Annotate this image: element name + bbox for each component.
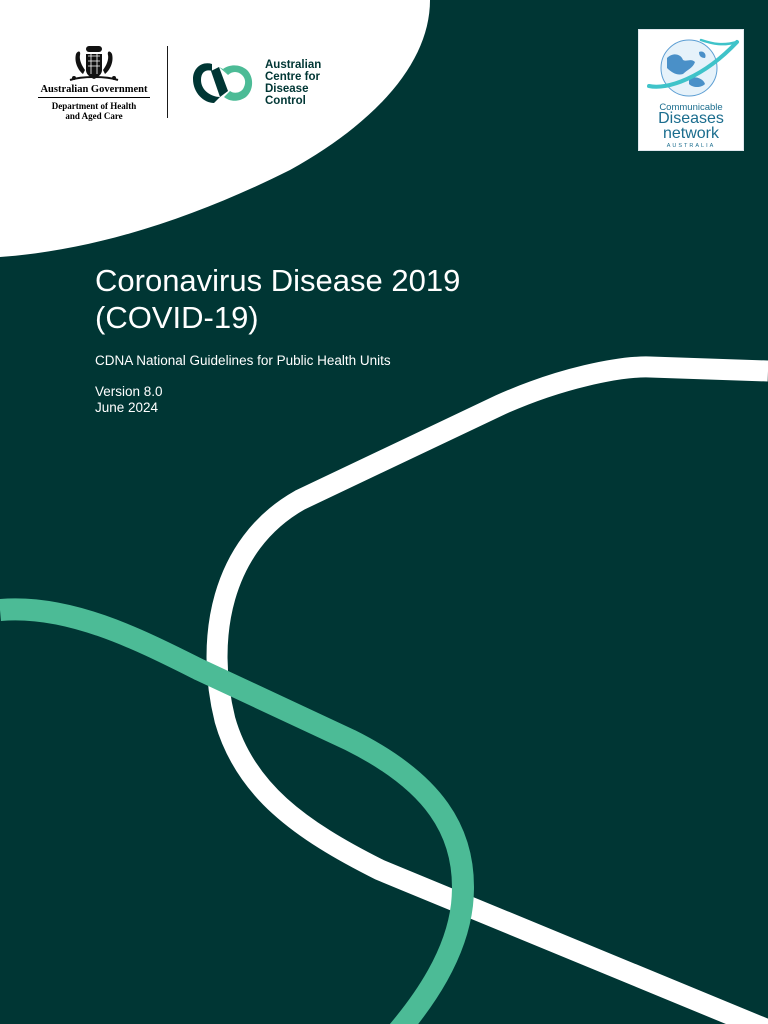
version-info bbox=[95, 384, 163, 416]
cdn-line-1: Communicable bbox=[659, 102, 723, 113]
government-name: Australian Government bbox=[38, 84, 150, 98]
acdc-logo-text bbox=[265, 59, 345, 107]
white-pill-outline bbox=[217, 367, 768, 1024]
globe-icon bbox=[643, 34, 741, 102]
green-pill-outline bbox=[0, 609, 463, 1024]
cdn-logo bbox=[638, 29, 744, 151]
department-line-1: Department of Health bbox=[51, 101, 137, 111]
cdn-line-3: network bbox=[662, 125, 720, 142]
version-number: Version 8.0 bbox=[95, 384, 163, 399]
australian-government-logo bbox=[38, 44, 150, 121]
title-line-1: Coronavirus Disease 2019 bbox=[95, 263, 461, 298]
acdc-logo-icon bbox=[190, 57, 258, 109]
department-name bbox=[38, 101, 150, 121]
document-subtitle: CDNA National Guidelines for Public Health Units bbox=[95, 353, 391, 368]
acdc-line-4: Control bbox=[265, 95, 306, 107]
acdc-line-2: Centre for bbox=[265, 71, 320, 83]
logo-divider bbox=[167, 46, 168, 118]
department-line-2: and Aged Care bbox=[65, 111, 123, 121]
publication-date: June 2024 bbox=[95, 400, 159, 415]
coat-of-arms-icon bbox=[62, 44, 126, 84]
white-header-shape bbox=[0, 0, 430, 257]
title-line-2: (COVID-19) bbox=[95, 300, 259, 335]
cdn-line-4: AUSTRALIA bbox=[666, 143, 716, 149]
acdc-line-1: Australian bbox=[265, 59, 322, 71]
acdc-line-3: Disease bbox=[265, 83, 309, 95]
document-title bbox=[95, 262, 460, 336]
cdn-line-2: Diseases bbox=[658, 110, 724, 127]
